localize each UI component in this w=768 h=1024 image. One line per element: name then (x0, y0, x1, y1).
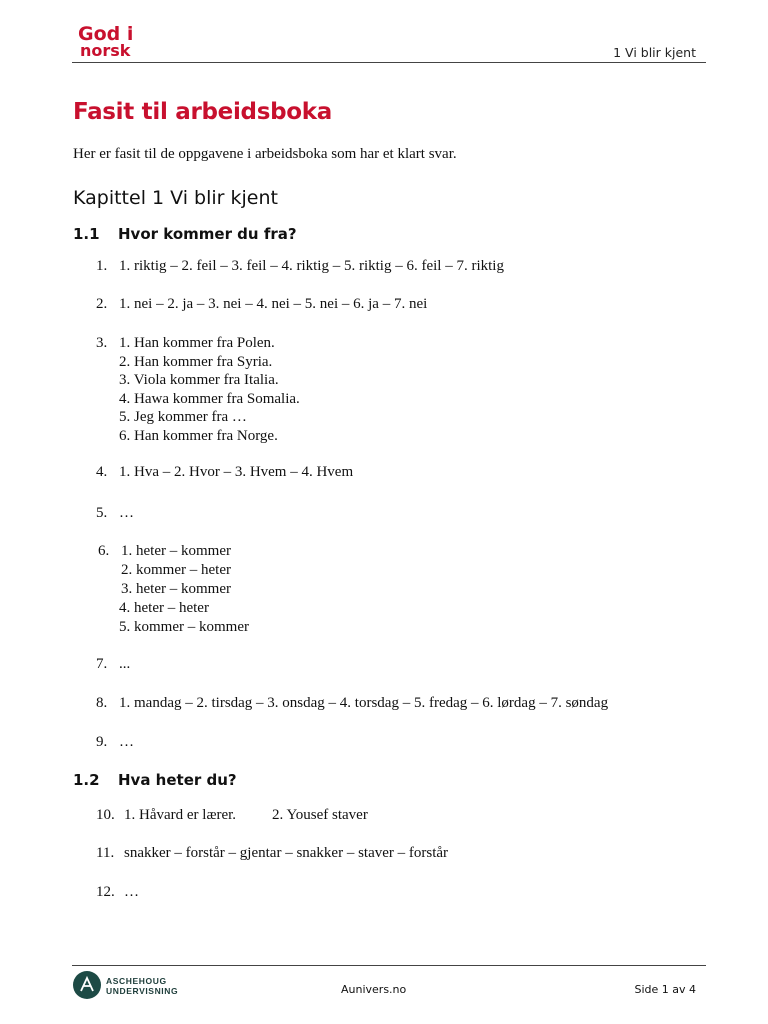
answer-part-1: 1. Håvard er lærer. (124, 807, 237, 823)
answer-text: ... (119, 656, 131, 672)
answer-text: 1. Hva – 2. Hvor – 3. Hvem – 4. Hvem (119, 464, 354, 480)
chapter-heading: Kapittel 1 Vi blir kjent (73, 187, 278, 209)
answer-line: 1. heter – kommer (121, 543, 231, 559)
answer-text: … (119, 505, 134, 521)
logo-line2: norsk (80, 41, 131, 60)
question-number: 9. (96, 734, 108, 750)
question-number: 8. (96, 695, 108, 711)
header-divider (72, 62, 706, 63)
answer-text: snakker – forstår – gjentar – snakker – staver – forstår (124, 845, 449, 861)
answer-line: 3. Viola kommer fra Italia. (119, 372, 279, 388)
answer-line: 3. heter – kommer (121, 581, 231, 597)
section-title: Hva heter du? (118, 771, 237, 789)
question-number: 5. (96, 505, 108, 521)
question-number: 3. (96, 335, 108, 351)
question-number: 10. (96, 807, 115, 823)
answer-part-2: 2. Yousef staver (272, 807, 368, 823)
answer-text: … (124, 884, 139, 900)
aschehoug-emblem-icon (72, 970, 102, 1000)
answer-line: 4. Hawa kommer fra Somalia. (119, 391, 300, 407)
page-title: Fasit til arbeidsboka (73, 99, 332, 125)
section-number: 1.1 (73, 225, 100, 243)
intro-text: Her er fasit til de oppgavene i arbeidsboka som har et klart svar. (73, 146, 457, 162)
answer-line: 1. Han kommer fra Polen. (119, 335, 275, 351)
answer-text: 1. mandag – 2. tirsdag – 3. onsdag – 4. torsdag – 5. fredag – 6. lørdag – 7. søndag (119, 695, 609, 711)
aschehoug-logo (72, 970, 182, 1002)
section-number: 1.2 (73, 771, 100, 789)
god-i-norsk-logo (76, 22, 160, 60)
logo-line1: God i (78, 23, 134, 45)
answer-line: 4. heter – heter (119, 600, 209, 616)
question-number: 11. (96, 845, 115, 861)
answer-line: 5. kommer – kommer (119, 619, 249, 635)
publisher-line2: UNDERVISNING (106, 986, 179, 996)
footer-page-number: Side 1 av 4 (634, 983, 696, 996)
answer-text: 1. riktig – 2. feil – 3. feil – 4. riktig – 5. riktig – 6. feil – 7. riktig (119, 258, 504, 274)
answer-text: 1. nei – 2. ja – 3. nei – 4. nei – 5. nei – 6. ja – 7. nei (119, 296, 428, 312)
answer-line: 5. Jeg kommer fra … (119, 409, 247, 425)
answer-line: 2. Han kommer fra Syria. (119, 354, 273, 370)
footer-divider (72, 965, 706, 966)
footer-website: Aunivers.no (341, 983, 407, 996)
question-number: 1. (96, 258, 108, 274)
god-i-norsk-logo-graphic (76, 22, 160, 60)
answer-text: … (119, 734, 134, 750)
question-number: 12. (96, 884, 115, 900)
question-number: 7. (96, 656, 108, 672)
header-chapter-label: 1 Vi blir kjent (613, 45, 696, 60)
publisher-line1: ASCHEHOUG (106, 976, 167, 986)
question-number: 6. (98, 543, 110, 559)
question-number: 2. (96, 296, 108, 312)
section-title: Hvor kommer du fra? (118, 225, 297, 243)
question-number: 4. (96, 464, 108, 480)
answer-line: 6. Han kommer fra Norge. (119, 428, 278, 444)
answer-line: 2. kommer – heter (121, 562, 231, 578)
